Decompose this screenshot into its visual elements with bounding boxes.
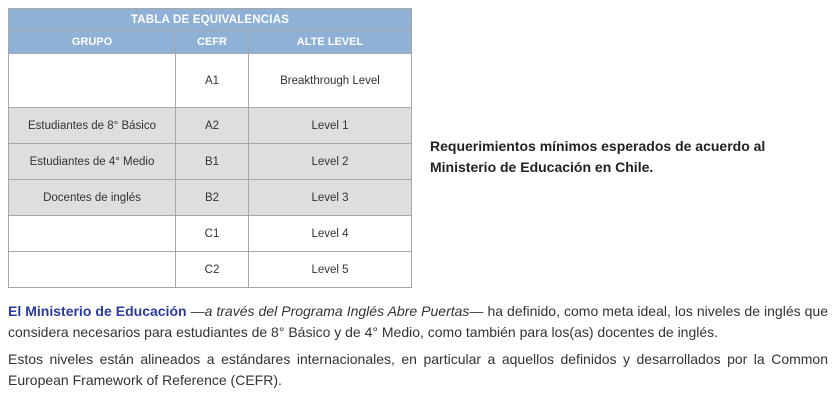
ministry-paragraph: [8, 301, 828, 343]
cell-alte: Level 5: [249, 252, 412, 288]
header-alte-level: ALTE LEVEL: [249, 31, 412, 54]
cell-cefr: A1: [176, 54, 249, 108]
header-grupo: GRUPO: [9, 31, 176, 54]
cell-alte: Level 4: [249, 216, 412, 252]
table-row: [9, 180, 412, 216]
ministry-link[interactable]: El Ministerio de Educación: [8, 303, 187, 319]
table-row: [9, 54, 412, 108]
program-aside: —a través del Programa Inglés Abre Puertas—: [186, 303, 484, 319]
cell-cefr: C2: [176, 252, 249, 288]
cell-grupo: [9, 252, 176, 288]
cell-cefr: B1: [176, 144, 249, 180]
cell-alte: Level 2: [249, 144, 412, 180]
cell-grupo: Estudiantes de 8° Básico: [9, 108, 176, 144]
cell-grupo: Docentes de inglés: [9, 180, 176, 216]
table-caption-row: [9, 9, 412, 31]
requirements-note: Requerimientos mínimos esperados de acuerdo al Ministerio de Educación en Chile.: [430, 138, 766, 175]
cell-cefr: A2: [176, 108, 249, 144]
cell-grupo: [9, 54, 176, 108]
table-caption: TABLA DE EQUIVALENCIAS: [9, 9, 412, 31]
cell-cefr: C1: [176, 216, 249, 252]
ministry-paragraph-text: ha definido, como meta ideal, los niveles de inglés que considera necesarios para estudiantes de 8° Básico y de 4° Medio, como también para los(as) docentes de inglés.: [8, 303, 828, 340]
cell-alte: Breakthrough Level: [249, 54, 412, 108]
cell-cefr: B2: [176, 180, 249, 216]
equivalence-table: [8, 8, 412, 288]
cell-grupo: Estudiantes de 4° Medio: [9, 144, 176, 180]
standards-paragraph: Estos niveles están alineados a estándares internacionales, en particular a aquellos definidos y desarrollados por la Common European Framework of Reference (CEFR).: [8, 351, 828, 388]
cell-alte: Level 3: [249, 180, 412, 216]
table-row: [9, 252, 412, 288]
table-row: [9, 108, 412, 144]
cell-alte: Level 1: [249, 108, 412, 144]
table-row: [9, 144, 412, 180]
header-cefr: CEFR: [176, 31, 249, 54]
table-row: [9, 216, 412, 252]
cell-grupo: [9, 216, 176, 252]
table-header-row: [9, 31, 412, 54]
